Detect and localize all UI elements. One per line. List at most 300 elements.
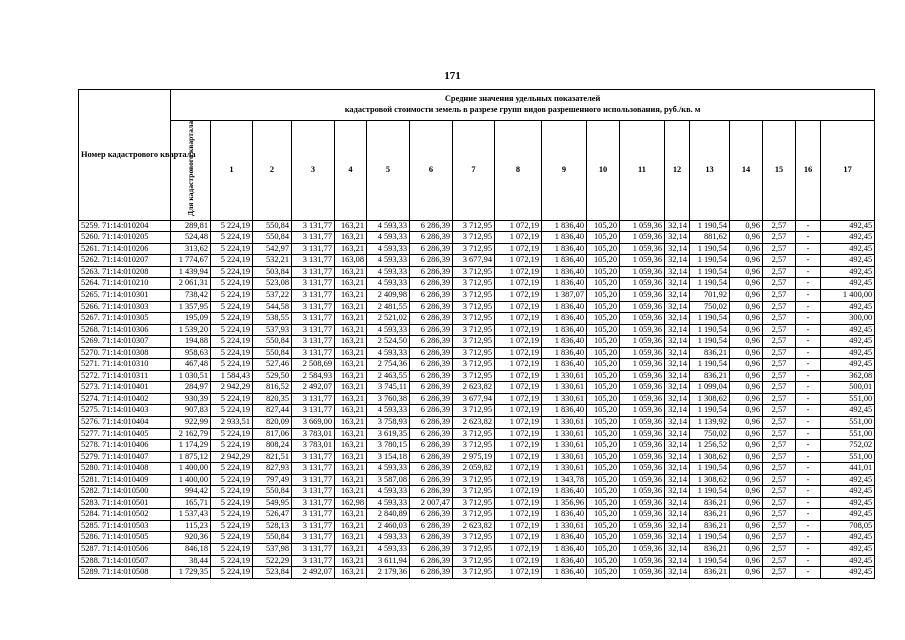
value-cell: 163,21 [335, 359, 367, 371]
value-cell: 165,71 [171, 497, 211, 509]
value-cell: 1 875,12 [171, 451, 211, 463]
value-cell: 32,14 [665, 544, 690, 556]
value-cell: 1 836,40 [542, 324, 587, 336]
value-cell: 0,96 [730, 370, 763, 382]
value-cell: 32,14 [665, 278, 690, 290]
value-cell: 1 072,19 [495, 405, 542, 417]
value-cell: 6 286,39 [410, 336, 453, 348]
value-cell: 6 286,39 [410, 301, 453, 313]
value-cell: 4 593,33 [367, 486, 410, 498]
quarter-number-cell: 5285. 71:14:010503 [79, 520, 171, 532]
value-cell: 836,21 [690, 509, 730, 521]
table-body [79, 220, 875, 578]
column-header: 15 [763, 121, 796, 221]
quarter-number-cell: 5278. 71:14:010406 [79, 440, 171, 452]
table-row [79, 474, 875, 486]
value-cell: 163,21 [335, 370, 367, 382]
value-cell: 6 286,39 [410, 428, 453, 440]
column-header: 6 [410, 121, 453, 221]
value-cell: 6 286,39 [410, 509, 453, 521]
value-cell: 1 059,36 [620, 532, 665, 544]
value-cell: 1 059,36 [620, 313, 665, 325]
value-cell: 2,57 [763, 417, 796, 429]
value-cell: 1 059,36 [620, 509, 665, 521]
value-cell: 537,98 [253, 544, 292, 556]
value-cell: 163,08 [335, 255, 367, 267]
value-cell: 492,45 [821, 324, 875, 336]
column-header: 16 [796, 121, 821, 221]
value-cell: 441,01 [821, 463, 875, 475]
value-cell: - [796, 266, 821, 278]
value-cell: 3 131,77 [292, 278, 335, 290]
value-cell: 5 224,19 [211, 532, 253, 544]
value-cell: 3 611,94 [367, 555, 410, 567]
value-cell: 0,96 [730, 474, 763, 486]
value-cell: 0,96 [730, 405, 763, 417]
group-title-line1: Средние значения удельных показателей [444, 94, 601, 104]
value-cell: 1 584,43 [211, 370, 253, 382]
value-cell: 5 224,19 [211, 428, 253, 440]
value-cell: 5 224,19 [211, 567, 253, 579]
value-cell: 1 072,19 [495, 324, 542, 336]
value-cell: 32,14 [665, 555, 690, 567]
value-cell: 750,02 [690, 428, 730, 440]
quarter-number-cell: 5268. 71:14:010306 [79, 324, 171, 336]
value-cell: 105,20 [587, 417, 620, 429]
value-cell: - [796, 370, 821, 382]
value-cell: 1 059,36 [620, 359, 665, 371]
value-cell: 2,57 [763, 347, 796, 359]
value-cell: 0,96 [730, 509, 763, 521]
value-cell: 1 139,92 [690, 417, 730, 429]
value-cell: 1 357,95 [171, 301, 211, 313]
value-cell: 1 059,36 [620, 417, 665, 429]
value-cell: 752,02 [821, 440, 875, 452]
value-cell: 1 190,54 [690, 463, 730, 475]
value-cell: 3 131,77 [292, 313, 335, 325]
value-cell: 1 190,54 [690, 405, 730, 417]
value-cell: 6 286,39 [410, 382, 453, 394]
value-cell: 3 712,95 [453, 266, 495, 278]
value-cell: 163,21 [335, 382, 367, 394]
value-cell: 163,21 [335, 567, 367, 579]
value-cell: 2 508,69 [292, 359, 335, 371]
value-cell: 6 286,39 [410, 370, 453, 382]
value-cell: 6 286,39 [410, 324, 453, 336]
value-cell: 32,14 [665, 255, 690, 267]
value-cell: 3 712,95 [453, 474, 495, 486]
value-cell: 5 224,19 [211, 266, 253, 278]
value-cell: 1 059,36 [620, 232, 665, 244]
value-cell: 163,21 [335, 313, 367, 325]
value-cell: 5 224,19 [211, 359, 253, 371]
value-cell: 808,24 [253, 440, 292, 452]
value-cell: 5 224,19 [211, 324, 253, 336]
value-cell: 6 286,39 [410, 232, 453, 244]
value-cell: 1 537,43 [171, 509, 211, 521]
value-cell: 0,96 [730, 336, 763, 348]
value-cell: 2,57 [763, 428, 796, 440]
value-cell: 3 712,95 [453, 532, 495, 544]
value-cell: - [796, 567, 821, 579]
quarter-number-cell: 5264. 71:14:010210 [79, 278, 171, 290]
value-cell: 38,44 [171, 555, 211, 567]
value-cell: - [796, 324, 821, 336]
value-cell: 3 783,01 [292, 428, 335, 440]
value-cell: 1 072,19 [495, 451, 542, 463]
value-cell: 32,14 [665, 486, 690, 498]
value-cell: 3 131,77 [292, 405, 335, 417]
value-cell: 2,57 [763, 544, 796, 556]
value-cell: 3 745,11 [367, 382, 410, 394]
value-cell: 1 059,36 [620, 301, 665, 313]
value-cell: 163,21 [335, 463, 367, 475]
value-cell: 0,96 [730, 393, 763, 405]
value-cell: - [796, 278, 821, 290]
value-cell: 5 224,19 [211, 232, 253, 244]
value-cell: 2,57 [763, 232, 796, 244]
value-cell: 4 593,33 [367, 463, 410, 475]
quarter-number-cell: 5270. 71:14:010308 [79, 347, 171, 359]
value-cell: 163,21 [335, 220, 367, 232]
value-cell: 2,57 [763, 509, 796, 521]
value-cell: 542,97 [253, 243, 292, 255]
quarter-number-cell: 5286. 71:14:010505 [79, 532, 171, 544]
value-cell: 32,14 [665, 336, 690, 348]
value-cell: 2 061,31 [171, 278, 211, 290]
value-cell: 105,20 [587, 301, 620, 313]
value-cell: 6 286,39 [410, 486, 453, 498]
value-cell: 3 712,95 [453, 370, 495, 382]
value-cell: 523,84 [253, 567, 292, 579]
value-cell: - [796, 255, 821, 267]
value-cell: 115,23 [171, 520, 211, 532]
value-cell: 4 593,33 [367, 544, 410, 556]
value-cell: 3 669,00 [292, 417, 335, 429]
value-cell: 1 356,96 [542, 497, 587, 509]
value-cell: 492,45 [821, 347, 875, 359]
value-cell: 2 942,29 [211, 382, 253, 394]
value-cell: 6 286,39 [410, 347, 453, 359]
value-cell: 1 099,04 [690, 382, 730, 394]
value-cell: 32,14 [665, 567, 690, 579]
quarter-number-cell: 5271. 71:14:010310 [79, 359, 171, 371]
value-cell: 3 758,93 [367, 417, 410, 429]
value-cell: 105,20 [587, 370, 620, 382]
table-row [79, 486, 875, 498]
quarter-number-cell: 5281. 71:14:010409 [79, 474, 171, 486]
value-cell: 2 840,89 [367, 509, 410, 521]
value-cell: 492,45 [821, 405, 875, 417]
value-cell: 105,20 [587, 289, 620, 301]
value-cell: 836,21 [690, 520, 730, 532]
value-cell: 5 224,19 [211, 474, 253, 486]
value-cell: 3 131,77 [292, 324, 335, 336]
value-cell: 1 072,19 [495, 232, 542, 244]
value-cell: 105,20 [587, 266, 620, 278]
value-cell: 1 059,36 [620, 278, 665, 290]
value-cell: 2 409,98 [367, 289, 410, 301]
value-cell: 1 059,36 [620, 428, 665, 440]
table-row [79, 301, 875, 313]
value-cell: - [796, 428, 821, 440]
value-cell: 163,21 [335, 301, 367, 313]
value-cell: 3 712,95 [453, 567, 495, 579]
value-cell: 492,45 [821, 278, 875, 290]
value-cell: 32,14 [665, 243, 690, 255]
value-cell: 4 593,33 [367, 255, 410, 267]
value-cell: 544,58 [253, 301, 292, 313]
value-cell: 2 524,50 [367, 336, 410, 348]
value-cell: 3 712,95 [453, 428, 495, 440]
table-row [79, 232, 875, 244]
value-cell: 524,48 [171, 232, 211, 244]
value-cell: 1 059,36 [620, 555, 665, 567]
value-cell: 5 224,19 [211, 289, 253, 301]
value-cell: 738,42 [171, 289, 211, 301]
value-cell: 3 677,94 [453, 255, 495, 267]
value-cell: 836,21 [690, 347, 730, 359]
value-cell: 492,45 [821, 359, 875, 371]
value-cell: 2,57 [763, 243, 796, 255]
value-cell: 163,21 [335, 405, 367, 417]
value-cell: 3 131,77 [292, 497, 335, 509]
value-cell: 820,09 [253, 417, 292, 429]
value-cell: 0,96 [730, 232, 763, 244]
value-cell: 492,45 [821, 243, 875, 255]
value-cell: 6 286,39 [410, 243, 453, 255]
value-cell: 105,20 [587, 405, 620, 417]
value-cell: - [796, 232, 821, 244]
value-cell: 3 712,95 [453, 301, 495, 313]
value-cell: 500,01 [821, 382, 875, 394]
value-cell: 1 190,54 [690, 324, 730, 336]
quarter-number-cell: 5284. 71:14:010502 [79, 509, 171, 521]
value-cell: 3 131,77 [292, 347, 335, 359]
column-header: 5 [367, 121, 410, 221]
column-header: 11 [620, 121, 665, 221]
value-cell: 105,20 [587, 428, 620, 440]
value-cell: 1 330,61 [542, 370, 587, 382]
value-cell: 1 072,19 [495, 417, 542, 429]
value-cell: 1 400,00 [171, 463, 211, 475]
quarter-number-cell: 5274. 71:14:010402 [79, 393, 171, 405]
value-cell: 3 131,77 [292, 544, 335, 556]
value-cell: 5 224,19 [211, 555, 253, 567]
value-cell: 2,57 [763, 289, 796, 301]
value-cell: 6 286,39 [410, 393, 453, 405]
table-row [79, 347, 875, 359]
value-cell: - [796, 520, 821, 532]
value-cell: 3 619,35 [367, 428, 410, 440]
value-cell: 163,21 [335, 520, 367, 532]
value-cell: 1 059,36 [620, 393, 665, 405]
value-cell: 0,96 [730, 382, 763, 394]
value-cell: 1 836,40 [542, 336, 587, 348]
value-cell: 105,20 [587, 278, 620, 290]
value-cell: 1 072,19 [495, 347, 542, 359]
value-cell: 32,14 [665, 417, 690, 429]
value-cell: 820,35 [253, 393, 292, 405]
value-cell: - [796, 497, 821, 509]
value-cell: 6 286,39 [410, 532, 453, 544]
value-cell: 3 154,18 [367, 451, 410, 463]
value-cell: 5 224,19 [211, 486, 253, 498]
value-cell: 4 593,33 [367, 324, 410, 336]
value-cell: 163,21 [335, 324, 367, 336]
value-cell: 32,14 [665, 382, 690, 394]
value-cell: 1 072,19 [495, 313, 542, 325]
column-header: 9 [542, 121, 587, 221]
value-cell: 163,21 [335, 232, 367, 244]
value-cell: 0,96 [730, 428, 763, 440]
table-row [79, 451, 875, 463]
column-header: 17 [821, 121, 875, 221]
value-cell: 1 059,36 [620, 520, 665, 532]
value-cell: 32,14 [665, 463, 690, 475]
column-header: 12 [665, 121, 690, 221]
value-cell: 3 131,77 [292, 266, 335, 278]
value-cell: 105,20 [587, 347, 620, 359]
value-cell: 1 190,54 [690, 359, 730, 371]
value-cell: 32,14 [665, 347, 690, 359]
value-cell: 1 190,54 [690, 255, 730, 267]
value-cell: 881,62 [690, 232, 730, 244]
value-cell: 827,44 [253, 405, 292, 417]
value-cell: - [796, 486, 821, 498]
table-row [79, 370, 875, 382]
value-cell: 1 190,54 [690, 555, 730, 567]
value-cell: 2,57 [763, 405, 796, 417]
value-cell: 0,96 [730, 567, 763, 579]
value-cell: 2 463,55 [367, 370, 410, 382]
value-cell: 492,45 [821, 220, 875, 232]
column-header: 10 [587, 121, 620, 221]
value-cell: 284,97 [171, 382, 211, 394]
value-cell: 1 072,19 [495, 220, 542, 232]
value-cell: 2 492,07 [292, 567, 335, 579]
value-cell: 0,96 [730, 532, 763, 544]
value-cell: 4 593,33 [367, 497, 410, 509]
value-cell: 3 712,95 [453, 347, 495, 359]
value-cell: 32,14 [665, 532, 690, 544]
value-cell: - [796, 313, 821, 325]
value-cell: 2 623,82 [453, 382, 495, 394]
value-cell: 0,96 [730, 220, 763, 232]
value-cell: 1 072,19 [495, 243, 542, 255]
value-cell: 0,96 [730, 555, 763, 567]
value-cell: 523,08 [253, 278, 292, 290]
value-cell: 1 836,40 [542, 509, 587, 521]
value-cell: 195,09 [171, 313, 211, 325]
value-cell: 3 131,77 [292, 220, 335, 232]
value-cell: 2,57 [763, 278, 796, 290]
value-cell: 1 836,40 [542, 567, 587, 579]
value-cell: 920,36 [171, 532, 211, 544]
value-cell: 2 933,51 [211, 417, 253, 429]
value-cell: 2,57 [763, 497, 796, 509]
value-cell: 1 059,36 [620, 497, 665, 509]
value-cell: 1 836,40 [542, 313, 587, 325]
value-cell: 6 286,39 [410, 440, 453, 452]
value-cell: 4 593,33 [367, 232, 410, 244]
value-cell: 162,98 [335, 497, 367, 509]
value-cell: 3 712,95 [453, 497, 495, 509]
value-cell: 0,96 [730, 359, 763, 371]
value-cell: 529,50 [253, 370, 292, 382]
value-cell: 492,45 [821, 544, 875, 556]
value-cell: 313,62 [171, 243, 211, 255]
value-cell: 551,00 [821, 393, 875, 405]
value-cell: 2,57 [763, 382, 796, 394]
value-cell: 2 975,19 [453, 451, 495, 463]
value-cell: 492,45 [821, 497, 875, 509]
table-row [79, 555, 875, 567]
value-cell: 3 712,95 [453, 232, 495, 244]
value-cell: 1 836,40 [542, 347, 587, 359]
value-cell: 492,45 [821, 232, 875, 244]
value-cell: 1 030,51 [171, 370, 211, 382]
value-cell: 3 760,38 [367, 393, 410, 405]
table-row [79, 359, 875, 371]
value-cell: 0,96 [730, 266, 763, 278]
value-cell: 1 190,54 [690, 243, 730, 255]
value-cell: 3 131,77 [292, 463, 335, 475]
column-header: 2 [253, 121, 292, 221]
value-cell: 750,02 [690, 301, 730, 313]
value-cell: 105,20 [587, 440, 620, 452]
value-cell: 3 780,15 [367, 440, 410, 452]
table-row [79, 393, 875, 405]
column-header: 14 [730, 121, 763, 221]
value-cell: 492,45 [821, 567, 875, 579]
value-cell: 32,14 [665, 497, 690, 509]
value-cell: 1 400,00 [821, 289, 875, 301]
value-cell: 3 677,94 [453, 393, 495, 405]
value-cell: 163,21 [335, 336, 367, 348]
value-cell: 0,96 [730, 440, 763, 452]
value-cell: 5 224,19 [211, 301, 253, 313]
quarter-number-cell: 5277. 71:14:010405 [79, 428, 171, 440]
value-cell: 527,46 [253, 359, 292, 371]
value-cell: 5 224,19 [211, 520, 253, 532]
quarter-number-cell: 5272. 71:14:010311 [79, 370, 171, 382]
value-cell: 3 131,77 [292, 555, 335, 567]
value-cell: 3 131,77 [292, 486, 335, 498]
value-cell: 3 712,95 [453, 544, 495, 556]
value-cell: 1 059,36 [620, 220, 665, 232]
value-cell: 6 286,39 [410, 555, 453, 567]
value-cell: 526,47 [253, 509, 292, 521]
value-cell: 1 072,19 [495, 486, 542, 498]
value-cell: 105,20 [587, 532, 620, 544]
value-cell: 492,45 [821, 336, 875, 348]
table-row [79, 520, 875, 532]
table-row [79, 463, 875, 475]
value-cell: 1 072,19 [495, 428, 542, 440]
value-cell: 3 712,95 [453, 243, 495, 255]
value-cell: 1 836,40 [542, 243, 587, 255]
value-cell: 1 059,36 [620, 486, 665, 498]
value-cell: 5 224,19 [211, 347, 253, 359]
value-cell: 2 179,36 [367, 567, 410, 579]
value-cell: 6 286,39 [410, 417, 453, 429]
value-cell: 1 059,36 [620, 382, 665, 394]
value-cell: 2,57 [763, 301, 796, 313]
quarter-number-cell: 5275. 71:14:010403 [79, 405, 171, 417]
value-cell: 32,14 [665, 440, 690, 452]
value-cell: 2,57 [763, 393, 796, 405]
